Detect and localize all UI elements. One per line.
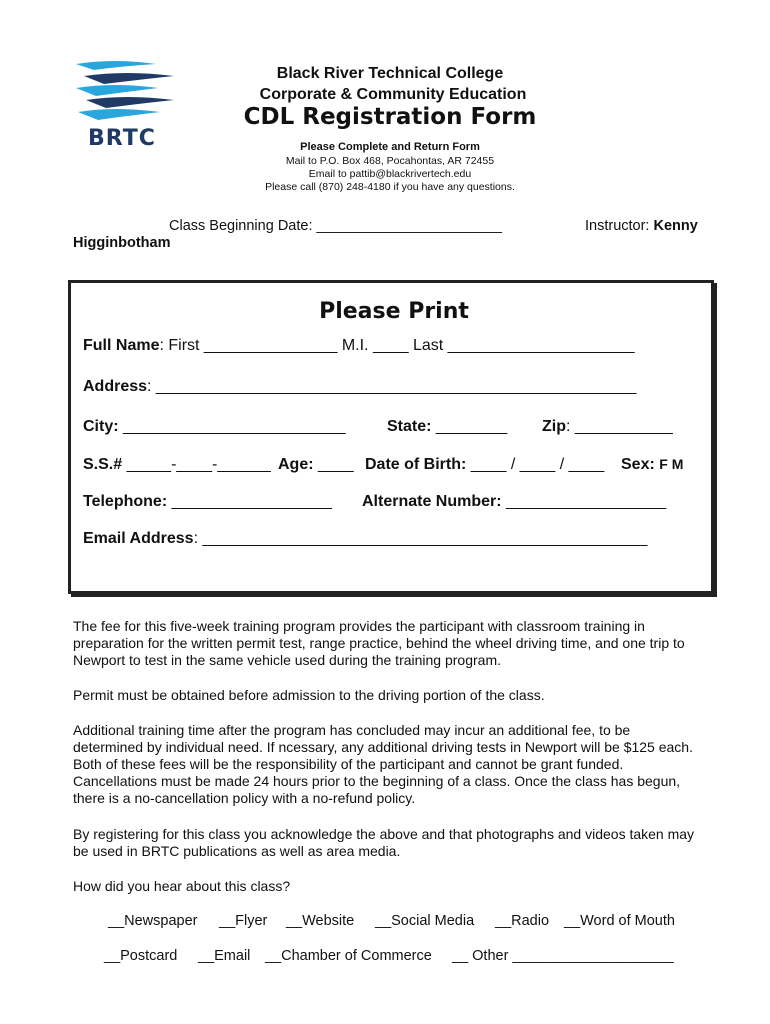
state-field[interactable]: ________: [431, 418, 508, 435]
full-name-label: Full Name: [83, 337, 160, 354]
address-row[interactable]: [83, 378, 636, 396]
instructor-last-name: Higginbotham: [73, 235, 171, 251]
please-print-box: [68, 280, 714, 594]
source-option[interactable]: __Newspaper: [108, 913, 198, 929]
source-option[interactable]: __Flyer: [219, 913, 268, 929]
logo-text: BRTC: [88, 126, 156, 151]
alternate-number-row[interactable]: [362, 493, 666, 511]
source-option[interactable]: __Email: [198, 948, 251, 964]
brtc-logo: [74, 58, 178, 158]
instructor-first-name: Kenny: [653, 218, 698, 234]
sex-options[interactable]: F M: [659, 456, 684, 472]
permit-paragraph: Permit must be obtained before admission to the driving portion of the class.: [73, 687, 545, 703]
consent-paragraph: By registering for this class you acknowledge the above and that photographs and videos taken may be used in BRTC publications as well as area media.: [73, 826, 695, 859]
full-name-field[interactable]: : First _______________ M.I. ____ Last _____________________: [159, 337, 635, 354]
sex-row[interactable]: [621, 456, 683, 474]
city-label: City:: [83, 418, 119, 435]
telephone-row[interactable]: [83, 493, 332, 511]
source-option[interactable]: __Radio: [495, 913, 550, 929]
source-option[interactable]: __Social Media: [375, 913, 475, 929]
source-option[interactable]: __Word of Mouth: [564, 913, 675, 929]
source-option[interactable]: __Website: [286, 913, 355, 929]
email-field[interactable]: : __________________________________________________: [193, 530, 648, 547]
zip-label: Zip: [542, 418, 566, 435]
full-name-row[interactable]: [83, 337, 635, 355]
zip-field[interactable]: : ___________: [566, 418, 673, 435]
age-row[interactable]: [278, 456, 354, 474]
age-label: Age:: [278, 456, 314, 473]
mail-address: Mail to P.O. Box 468, Pocahontas, AR 72455: [285, 155, 495, 167]
telephone-field[interactable]: __________________: [167, 493, 332, 510]
phone-text: Please call (870) 248-4180 if you have any questions.: [265, 181, 515, 193]
class-beginning-date[interactable]: Class Beginning Date: _______________________: [169, 218, 502, 234]
state-label: State:: [387, 418, 432, 435]
zip-row[interactable]: [542, 418, 673, 436]
age-field[interactable]: ____: [313, 456, 354, 473]
city-row[interactable]: [83, 418, 345, 436]
state-row[interactable]: [387, 418, 507, 436]
alternate-number-label: Alternate Number:: [362, 493, 502, 510]
address-label: Address: [83, 378, 148, 395]
email-row[interactable]: [83, 530, 647, 548]
dob-label: Date of Birth:: [365, 456, 467, 473]
division-name: Corporate & Community Education: [259, 86, 527, 103]
college-name: Black River Technical College: [276, 65, 504, 82]
form-title: CDL Registration Form: [243, 104, 537, 130]
fee-paragraph: The fee for this five-week training program provides the participant with classroom training in preparation for the written permit test, range practice, behind the wheel driving time, and one trip to Newport to test in the same vehicle used during the training program.: [73, 618, 685, 668]
ss-row[interactable]: [83, 456, 271, 474]
dob-field[interactable]: ____ / ____ / ____: [466, 456, 605, 473]
source-option[interactable]: __ Other ____________________: [452, 948, 674, 964]
instructor-line: [585, 218, 698, 234]
email-address: Email to pattib@blackrivertech.edu: [308, 168, 472, 180]
additional-fee-paragraph: Additional training time after the program has concluded may incur an additional fee, to be determined by individual need. If ncessary, any additional driving tests in Newport will be $125 each. Both of these fees will be the responsibility of the participant and cannot be grant funded. Cancellations must be made 24 hours prior to the beginning of a class. Once the class has begun, there is a no-cancellation policy with a no-refund policy.: [73, 722, 693, 806]
please-print-heading: Please Print: [319, 299, 469, 324]
dob-row[interactable]: [365, 456, 604, 474]
address-field[interactable]: : ______________________________________________________: [147, 378, 637, 395]
instructor-label: Instructor:: [585, 218, 654, 234]
ss-field[interactable]: _____-____-______: [122, 456, 271, 473]
instruction-text: Please Complete and Return Form: [300, 141, 480, 153]
how-heard-question: How did you hear about this class?: [73, 878, 291, 894]
telephone-label: Telephone:: [83, 493, 168, 510]
city-field[interactable]: _________________________: [118, 418, 346, 435]
source-option[interactable]: __Chamber of Commerce: [265, 948, 432, 964]
sex-label: Sex:: [621, 456, 655, 473]
ss-label: S.S.#: [83, 456, 123, 473]
alternate-number-field[interactable]: __________________: [501, 493, 667, 510]
email-label: Email Address: [83, 530, 194, 547]
source-option[interactable]: __Postcard: [104, 948, 178, 964]
